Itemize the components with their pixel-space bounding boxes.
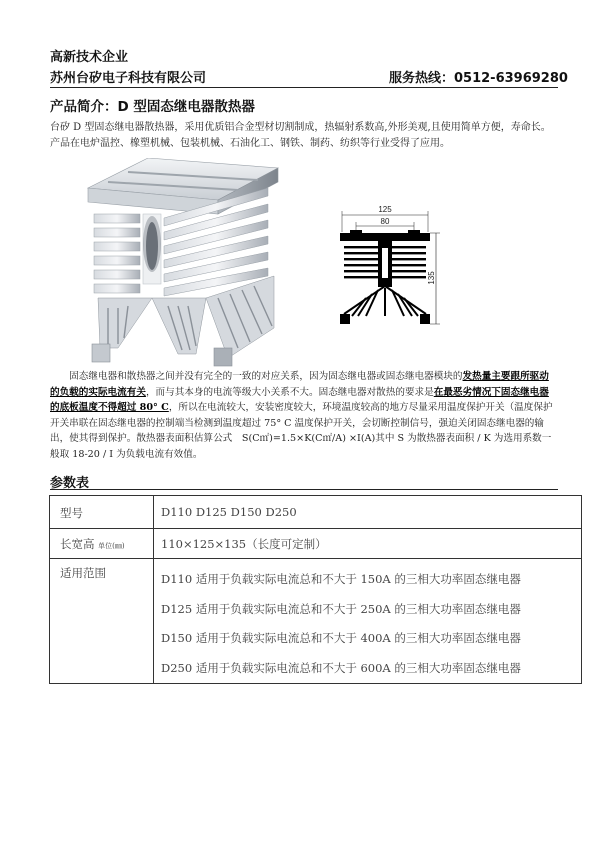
row-value-scope [154, 559, 582, 684]
scope-line: D150 适用于负载实际电流总和不大于 400A 的三相大功率固态继电器 [161, 631, 521, 645]
description-bold-2: 在最恶劣情况下固态继电器的底板温度不得超过 80° C [50, 386, 549, 414]
row-key-scope: 适用范围 [50, 559, 154, 684]
row-key-size-unit: 单位(㎜) [98, 542, 125, 550]
description-text-2: ，而与其本身的电流等级大小关系不大。固态继电器对散热的要求是 [145, 386, 434, 398]
heatsink-photo [78, 158, 288, 370]
params-divider [50, 489, 558, 490]
row-key-size-label: 长宽高 [60, 537, 95, 551]
dim-label-125: 125 [378, 205, 392, 214]
dim-label-135: 135 [427, 271, 436, 285]
description-bold-1: 发热量主要跟所驱动的负载的实际电流有关 [50, 371, 549, 398]
product-title: 产品简介：D 型固态继电器散热器 [50, 99, 255, 115]
service-hotline: 服务热线：0512-63969280 [389, 71, 568, 86]
scope-line: D110 适用于负载实际电流总和不大于 150A 的三相大功率固态继电器 [161, 572, 521, 586]
table-row [50, 559, 582, 684]
table-row [50, 529, 582, 559]
company-type: 高新技术企业 [50, 50, 129, 65]
scope-line: D125 适用于负载实际电流总和不大于 250A 的三相大功率固态继电器 [161, 601, 521, 616]
product-intro: 台矽 D 型固态继电器散热器，采用优质铝合金型材切割制成，热辐射系数高,外形美观,且使用简单方便，寿命长。产品在电炉温控、橡塑机械、包装机械、石油化工、钢铁、制药、纺织等行业受得了应用。 [50, 122, 551, 149]
params-title: 参数表 [50, 476, 90, 491]
row-value-size: 110×125×135（长度可定制） [154, 529, 582, 559]
heatsink-profile-drawing [332, 202, 442, 332]
description-text-1: 固态继电器和散热器之间并没有完全的一致的对应关系，因为固态继电器或固态继电器模块的 [69, 371, 463, 382]
scope-line: D250 适用于负载实际电流总和不大于 600A 的三相大功率固态继电器 [161, 660, 521, 675]
company-name: 苏州台矽电子科技有限公司 [50, 71, 207, 86]
row-key-size [50, 529, 154, 559]
row-key-model: 型号 [50, 496, 154, 529]
params-table [49, 495, 582, 684]
table-row [50, 496, 582, 529]
description-text-3: ，所以在电流较大，安装密度较大，环境温度较高的地方尽量采用温度保护开关（温度保护开关串联在固态继电器的控制端当检测到温度超过 75° C 温度保护开关，会切断控制信号，强迫关闭固态继电器的输出，使其得到保护。散热器表面积估算公式 S(C㎡)=1.5×K(C㎡/A) ×I(A)其中 S 为散热器表面积 / K 为选用系数一般取 18-20 / I 为负载电流有效值。 [50, 402, 553, 460]
row-value-model: D110 D125 D150 D250 [154, 496, 582, 529]
header-divider [50, 87, 558, 88]
dim-label-80: 80 [380, 217, 390, 226]
description-paragraph [50, 369, 558, 463]
